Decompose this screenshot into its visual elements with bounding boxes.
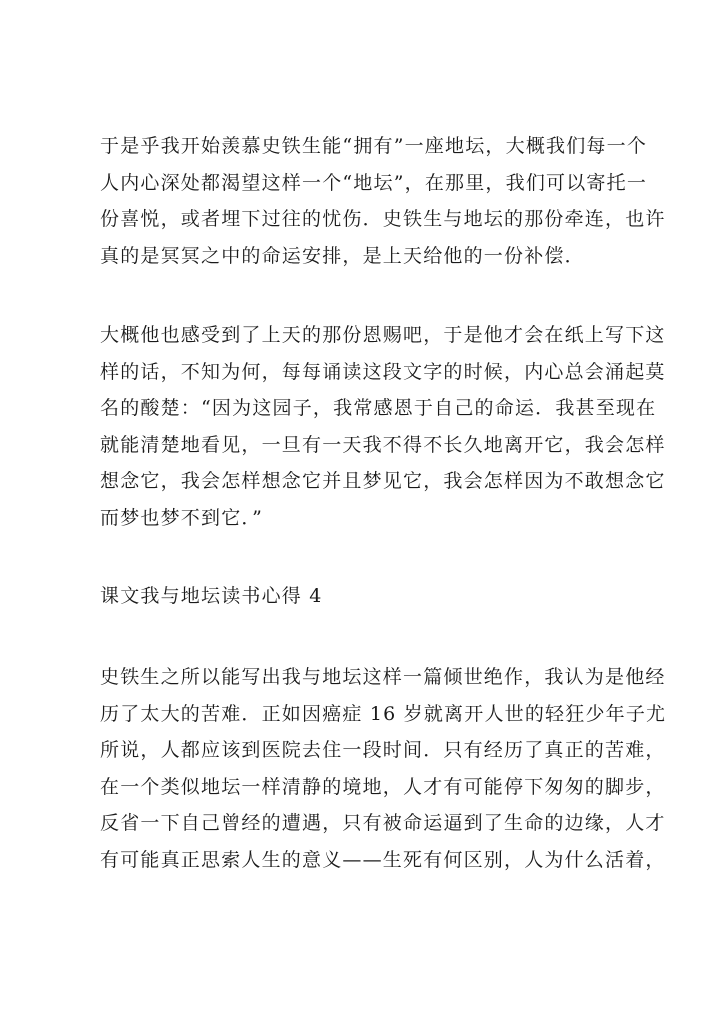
text-line: 所说，人都应该到医院去住一段时间．只有经历了真正的苦难， [100, 739, 666, 761]
text-line: 历了太大的苦难．正如因癌症 16 岁就离开人世的轻狂少年子尤 [100, 702, 667, 725]
text-line: 而梦也梦不到它．” [100, 506, 264, 529]
heading-text: 课文我与地坛读书心得 4 [100, 585, 323, 607]
body-paragraph-3 [100, 659, 667, 878]
text-line: 有可能真正思索人生的意义——生死有何区别，人为什么活着， [100, 848, 666, 871]
text-line: 样的话，不知为何，每每诵读这段文字的时候，内心总会涌起莫 [100, 360, 666, 383]
text-line: 反省一下自己曾经的遭遇，只有被命运逼到了生命的边缘，人才 [100, 812, 666, 834]
text-line: 人内心深处都渴望这样一个“地坛”，在那里，我们可以寄托一 [100, 171, 648, 194]
body-paragraph-1 [100, 128, 666, 274]
section-heading [100, 578, 630, 615]
body-paragraph-2 [100, 317, 666, 536]
text-line: 大概他也感受到了上天的那份恩赐吧，于是他才会在纸上写下这 [100, 324, 666, 346]
text-line: 于是乎我开始羡慕史铁生能“拥有”一座地坛，大概我们每一个 [100, 135, 648, 157]
text-line: 真的是冥冥之中的命运安排，是上天给他的一份补偿． [100, 244, 585, 267]
text-line: 份喜悦，或者埋下过往的忧伤．史铁生与地坛的那份牵连，也许 [100, 208, 666, 230]
text-line: 名的酸楚：“因为这园子，我常感恩于自己的命运．我甚至现在 [100, 397, 657, 419]
text-line: 想念它，我会怎样想念它并且梦见它，我会怎样因为不敢想念它 [100, 470, 666, 492]
text-line: 史铁生之所以能写出我与地坛这样一篇倾世绝作，我认为是他经 [100, 666, 666, 688]
text-line: 在一个类似地坛一样清静的境地，人才有可能停下匆匆的脚步， [100, 775, 666, 798]
text-line: 就能清楚地看见，一旦有一天我不得不长久地离开它，我会怎样 [100, 433, 666, 456]
